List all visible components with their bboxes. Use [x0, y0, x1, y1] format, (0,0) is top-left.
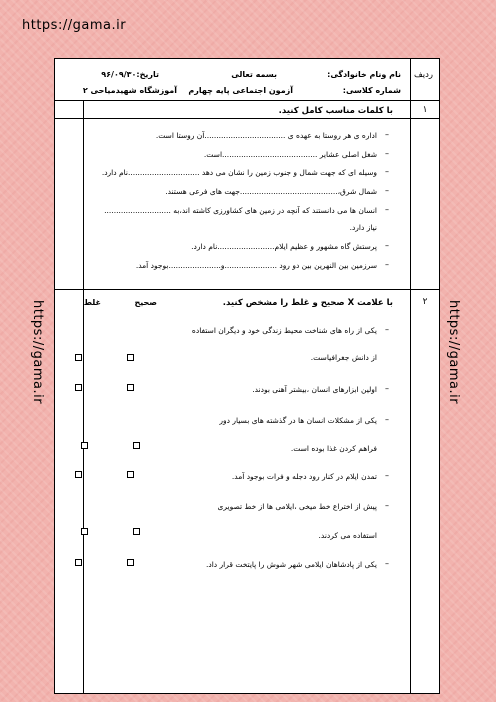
bullet-dash: –	[385, 559, 389, 568]
checkbox-true[interactable]	[127, 559, 134, 566]
exam-title: آزمون اجتماعی پایه چهارم	[188, 86, 293, 95]
name-label: نام ونام خانوادگی:	[327, 70, 401, 79]
checkbox-true[interactable]	[133, 442, 140, 449]
question-number: ۲	[422, 297, 428, 307]
bullet-dash: –	[385, 415, 389, 424]
exam-date: تاریخ:۹۶/۰۹/۳۰	[101, 70, 159, 79]
exam-sheet	[54, 58, 440, 694]
bullet-dash: –	[385, 149, 389, 158]
checkbox-false[interactable]	[75, 384, 82, 391]
column-true-header: صحیح	[134, 298, 157, 307]
question-title: با علامت X صحیح و غلط را مشخص کنید.	[222, 298, 393, 308]
bullet-dash: –	[385, 167, 389, 176]
list-item: اولین ابزارهای انسان ،بیشتر آهنی بودند.	[252, 385, 377, 394]
list-item: یکی از پادشاهان ایلامی شهر شوش را پایتخت قرار داد.	[206, 560, 377, 569]
list-item: پرستش گاه مشهور و عظیم ایلام........................نام دارد.	[191, 242, 377, 251]
question-title: با کلمات مناسب کامل کنید.	[278, 106, 393, 116]
session-title: بسمه تعالی	[231, 70, 277, 79]
list-item: نیاز دارد.	[349, 223, 377, 232]
radif-label: ردیف	[413, 70, 433, 80]
school-name: آموزشگاه شهیدمیاحی ۲	[82, 86, 177, 95]
bullet-dash: –	[385, 471, 389, 480]
bullet-dash: –	[385, 205, 389, 214]
bullet-dash: –	[385, 501, 389, 510]
watermark-top: https://gama.ir	[22, 18, 127, 33]
watermark-left: https://gama.ir	[30, 300, 45, 405]
class-label: شماره کلاسی:	[342, 86, 401, 95]
bullet-dash: –	[385, 130, 389, 139]
checkbox-false[interactable]	[75, 471, 82, 478]
checkbox-false[interactable]	[81, 442, 88, 449]
list-item: وسیله ای که جهت شمال و جنوب زمین را نشان می دهد ..............................نام دارد.	[101, 168, 377, 177]
list-item: شغل اصلی عشایر ........................................است.	[203, 150, 377, 159]
list-item: سرزمین بین النهرین بین دو رود ......................و......................بوجود آمد.	[135, 261, 377, 270]
checkbox-true[interactable]	[127, 471, 134, 478]
radif-column-divider	[410, 59, 411, 693]
question-number: ۱	[422, 105, 428, 115]
column-false-header: غلط	[83, 298, 101, 307]
list-item: انسان ها می دانستند که آنچه در زمین های کشاورزی کاشته اند،به ............................	[104, 206, 377, 215]
q2-divider	[55, 289, 439, 290]
bullet-dash: –	[385, 384, 389, 393]
watermark-right: https://gama.ir	[446, 300, 461, 405]
checkbox-false[interactable]	[75, 354, 82, 361]
checkbox-false[interactable]	[81, 528, 88, 535]
exam-header	[55, 59, 439, 101]
bullet-dash: –	[385, 186, 389, 195]
checkbox-true[interactable]	[127, 354, 134, 361]
list-item: استفاده می کردند.	[318, 531, 377, 540]
checkbox-true[interactable]	[133, 528, 140, 535]
q1-title-divider	[55, 118, 439, 119]
list-item: شمال شرق،.........................................جهت های فرعی هستند.	[165, 187, 377, 196]
list-item: اداره ی هر روستا به عهده ی ..................................آن روستا است.	[155, 131, 377, 140]
list-item: پیش از اختراع خط میخی ،ایلامی ها از خط تصویری	[217, 502, 377, 511]
checkbox-true[interactable]	[127, 384, 134, 391]
list-item: تمدن ایلام در کنار رود دجله و فرات بوجود آمد.	[231, 472, 377, 481]
bullet-dash: –	[385, 241, 389, 250]
list-item: یکی از راه های شناخت محیط زندگی خود و دیگران استفاده	[191, 326, 377, 335]
bullet-dash: –	[385, 260, 389, 269]
list-item: یکی از مشکلات انسان ها در گذشته های بسیار دور	[219, 416, 377, 425]
bullet-dash: –	[385, 325, 389, 334]
list-item: از دانش جغرافیاست.	[310, 353, 377, 362]
checkbox-false[interactable]	[75, 559, 82, 566]
score-column-divider	[83, 101, 84, 693]
list-item: فراهم کردن غذا بوده است.	[290, 444, 377, 453]
